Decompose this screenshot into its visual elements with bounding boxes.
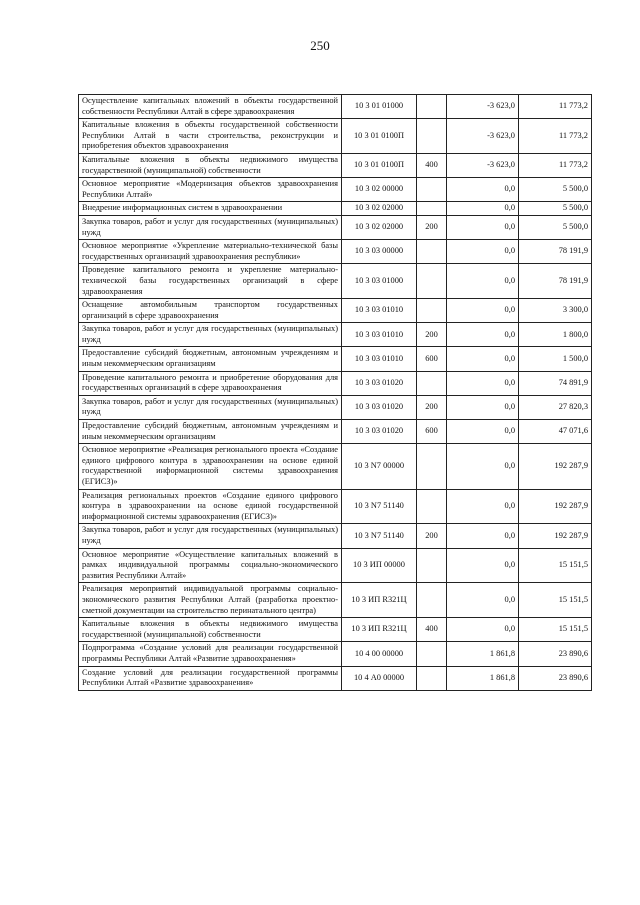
- amount-change: 0,0: [447, 371, 519, 395]
- amount-total: 192 287,9: [519, 524, 592, 548]
- target-article-code: 10 3 N7 51140: [342, 489, 417, 524]
- expense-item-name: Проведение капитального ремонта и укрепление материально-технической базы государственных организаций в сфере здравоохранения: [79, 264, 342, 299]
- expense-item-name: Закупка товаров, работ и услуг для государственных (муниципальных) нужд: [79, 524, 342, 548]
- expense-type-code: 600: [417, 347, 447, 371]
- amount-total: 192 287,9: [519, 444, 592, 489]
- expense-type-code: [417, 371, 447, 395]
- table-row: [79, 323, 592, 347]
- expense-type-code: [417, 202, 447, 216]
- amount-change: 1 861,8: [447, 666, 519, 690]
- amount-change: 0,0: [447, 240, 519, 264]
- expense-item-name: Проведение капитального ремонта и приобретение оборудования для государственных организаций в сфере здравоохранения: [79, 371, 342, 395]
- amount-total: 23 890,6: [519, 642, 592, 666]
- expense-item-name: Капитальные вложения в объекты недвижимого имущества государственной (муниципальной) собственности: [79, 618, 342, 642]
- amount-total: 5 500,0: [519, 202, 592, 216]
- table-row: [79, 202, 592, 216]
- expense-type-code: [417, 264, 447, 299]
- expense-type-code: [417, 444, 447, 489]
- table-row: [79, 548, 592, 583]
- amount-total: 78 191,9: [519, 240, 592, 264]
- target-article-code: 10 3 03 01010: [342, 347, 417, 371]
- amount-total: 11 773,2: [519, 95, 592, 119]
- expense-type-code: [417, 299, 447, 323]
- expense-item-name: Реализация региональных проектов «Создание единого цифрового контура в здравоохранении на основе единой государственной информационной системы здравоохранения (ЕГИСЗ)»: [79, 489, 342, 524]
- amount-change: 0,0: [447, 299, 519, 323]
- expense-type-code: 400: [417, 618, 447, 642]
- amount-total: 5 500,0: [519, 178, 592, 202]
- target-article-code: 10 3 02 02000: [342, 215, 417, 239]
- table-row: [79, 618, 592, 642]
- target-article-code: 10 3 01 0100П: [342, 119, 417, 154]
- expense-item-name: Основное мероприятие «Укрепление материально-технической базы государственных организаций здравоохранения республики»: [79, 240, 342, 264]
- table-row: [79, 642, 592, 666]
- table-row: [79, 153, 592, 177]
- expense-item-name: Подпрограмма «Создание условий для реализации государственной программы Республики Алтай «Развитие здравоохранения»: [79, 642, 342, 666]
- expense-item-name: Осуществление капитальных вложений в объекты государственной собственности Республики Алтай в сфере здравоохранения: [79, 95, 342, 119]
- target-article-code: 10 3 N7 51140: [342, 524, 417, 548]
- target-article-code: 10 3 01 01000: [342, 95, 417, 119]
- expense-item-name: Предоставление субсидий бюджетным, автономным учреждениям и иным некоммерческим организациям: [79, 420, 342, 444]
- expense-item-name: Закупка товаров, работ и услуг для государственных (муниципальных) нужд: [79, 323, 342, 347]
- target-article-code: 10 3 03 01010: [342, 299, 417, 323]
- amount-change: 0,0: [447, 618, 519, 642]
- expense-type-code: 200: [417, 323, 447, 347]
- amount-change: -3 623,0: [447, 95, 519, 119]
- table-row: [79, 444, 592, 489]
- expense-type-code: 200: [417, 524, 447, 548]
- expense-type-code: [417, 240, 447, 264]
- amount-total: 3 300,0: [519, 299, 592, 323]
- expense-type-code: 200: [417, 215, 447, 239]
- amount-change: 0,0: [447, 347, 519, 371]
- amount-total: 5 500,0: [519, 215, 592, 239]
- table-row: [79, 299, 592, 323]
- expense-item-name: Основное мероприятие «Модернизация объектов здравоохранения Республики Алтай»: [79, 178, 342, 202]
- expense-item-name: Основное мероприятие «Осуществление капитальных вложений в рамках индивидуальной программы социально-экономического развития Республики Алтай»: [79, 548, 342, 583]
- target-article-code: 10 3 03 01000: [342, 264, 417, 299]
- amount-change: 0,0: [447, 420, 519, 444]
- expense-type-code: [417, 489, 447, 524]
- amount-total: 47 071,6: [519, 420, 592, 444]
- amount-change: 0,0: [447, 215, 519, 239]
- target-article-code: 10 4 А0 00000: [342, 666, 417, 690]
- expense-type-code: 400: [417, 153, 447, 177]
- amount-change: 0,0: [447, 178, 519, 202]
- table-row: [79, 95, 592, 119]
- expense-item-name: Реализация мероприятий индивидуальной программы социально-экономического развития Республики Алтай (разработка проектно-сметной документации на строительство перинатального центра): [79, 583, 342, 618]
- amount-change: 0,0: [447, 444, 519, 489]
- table-row: [79, 395, 592, 419]
- amount-total: 1 500,0: [519, 347, 592, 371]
- target-article-code: 10 3 02 00000: [342, 178, 417, 202]
- target-article-code: 10 3 ИП 00000: [342, 548, 417, 583]
- amount-change: 0,0: [447, 489, 519, 524]
- amount-change: 0,0: [447, 583, 519, 618]
- amount-change: 0,0: [447, 323, 519, 347]
- table-row: [79, 583, 592, 618]
- target-article-code: 10 3 03 01020: [342, 371, 417, 395]
- budget-table-body: [79, 95, 592, 691]
- target-article-code: 10 3 03 01010: [342, 323, 417, 347]
- amount-change: 0,0: [447, 548, 519, 583]
- amount-total: 15 151,5: [519, 548, 592, 583]
- target-article-code: 10 3 02 02000: [342, 202, 417, 216]
- amount-change: 1 861,8: [447, 642, 519, 666]
- expense-type-code: [417, 178, 447, 202]
- amount-total: 78 191,9: [519, 264, 592, 299]
- expense-type-code: [417, 583, 447, 618]
- amount-total: 192 287,9: [519, 489, 592, 524]
- page-number: 250: [310, 38, 330, 53]
- amount-change: -3 623,0: [447, 119, 519, 154]
- amount-change: 0,0: [447, 202, 519, 216]
- amount-total: 74 891,9: [519, 371, 592, 395]
- expense-item-name: Создание условий для реализации государственной программы Республики Алтай «Развитие здравоохранения»: [79, 666, 342, 690]
- table-row: [79, 524, 592, 548]
- amount-total: 11 773,2: [519, 153, 592, 177]
- expense-item-name: Предоставление субсидий бюджетным, автономным учреждениям и иным некоммерческим организациям: [79, 347, 342, 371]
- table-row: [79, 371, 592, 395]
- expense-type-code: [417, 95, 447, 119]
- expense-type-code: [417, 642, 447, 666]
- amount-total: 1 800,0: [519, 323, 592, 347]
- expense-item-name: Капитальные вложения в объекты государственной собственности Республики Алтай в части строительства, реконструкции и приобретения объектов здравоохранения: [79, 119, 342, 154]
- target-article-code: 10 3 03 00000: [342, 240, 417, 264]
- expense-type-code: 200: [417, 395, 447, 419]
- amount-total: 23 890,6: [519, 666, 592, 690]
- target-article-code: 10 3 03 01020: [342, 420, 417, 444]
- expense-type-code: [417, 666, 447, 690]
- table-row: [79, 264, 592, 299]
- expense-item-name: Оснащение автомобильным транспортом государственных организаций в сфере здравоохранения: [79, 299, 342, 323]
- table-row: [79, 178, 592, 202]
- table-row: [79, 420, 592, 444]
- expense-item-name: Капитальные вложения в объекты недвижимого имущества государственной (муниципальной) собственности: [79, 153, 342, 177]
- amount-total: 15 151,5: [519, 618, 592, 642]
- table-row: [79, 240, 592, 264]
- target-article-code: 10 3 03 01020: [342, 395, 417, 419]
- amount-change: 0,0: [447, 524, 519, 548]
- target-article-code: 10 4 00 00000: [342, 642, 417, 666]
- expense-item-name: Основное мероприятие «Реализация регионального проекта «Создание единого цифрового контура в здравоохранении на основе единой государственной информационной системы здравоохранения (ЕГИСЗ)»: [79, 444, 342, 489]
- table-row: [79, 119, 592, 154]
- expense-item-name: Внедрение информационных систем в здравоохранении: [79, 202, 342, 216]
- amount-change: 0,0: [447, 395, 519, 419]
- amount-change: -3 623,0: [447, 153, 519, 177]
- expense-type-code: 600: [417, 420, 447, 444]
- amount-total: 11 773,2: [519, 119, 592, 154]
- expense-type-code: [417, 548, 447, 583]
- target-article-code: 10 3 ИП R321Ц: [342, 618, 417, 642]
- table-row: [79, 666, 592, 690]
- target-article-code: 10 3 ИП R321Ц: [342, 583, 417, 618]
- table-row: [79, 347, 592, 371]
- expense-item-name: Закупка товаров, работ и услуг для государственных (муниципальных) нужд: [79, 395, 342, 419]
- target-article-code: 10 3 01 0100П: [342, 153, 417, 177]
- table-row: [79, 489, 592, 524]
- table-row: [79, 215, 592, 239]
- amount-total: 27 820,3: [519, 395, 592, 419]
- target-article-code: 10 3 N7 00000: [342, 444, 417, 489]
- budget-table: [78, 94, 592, 691]
- expense-type-code: [417, 119, 447, 154]
- amount-change: 0,0: [447, 264, 519, 299]
- expense-item-name: Закупка товаров, работ и услуг для государственных (муниципальных) нужд: [79, 215, 342, 239]
- amount-total: 15 151,5: [519, 583, 592, 618]
